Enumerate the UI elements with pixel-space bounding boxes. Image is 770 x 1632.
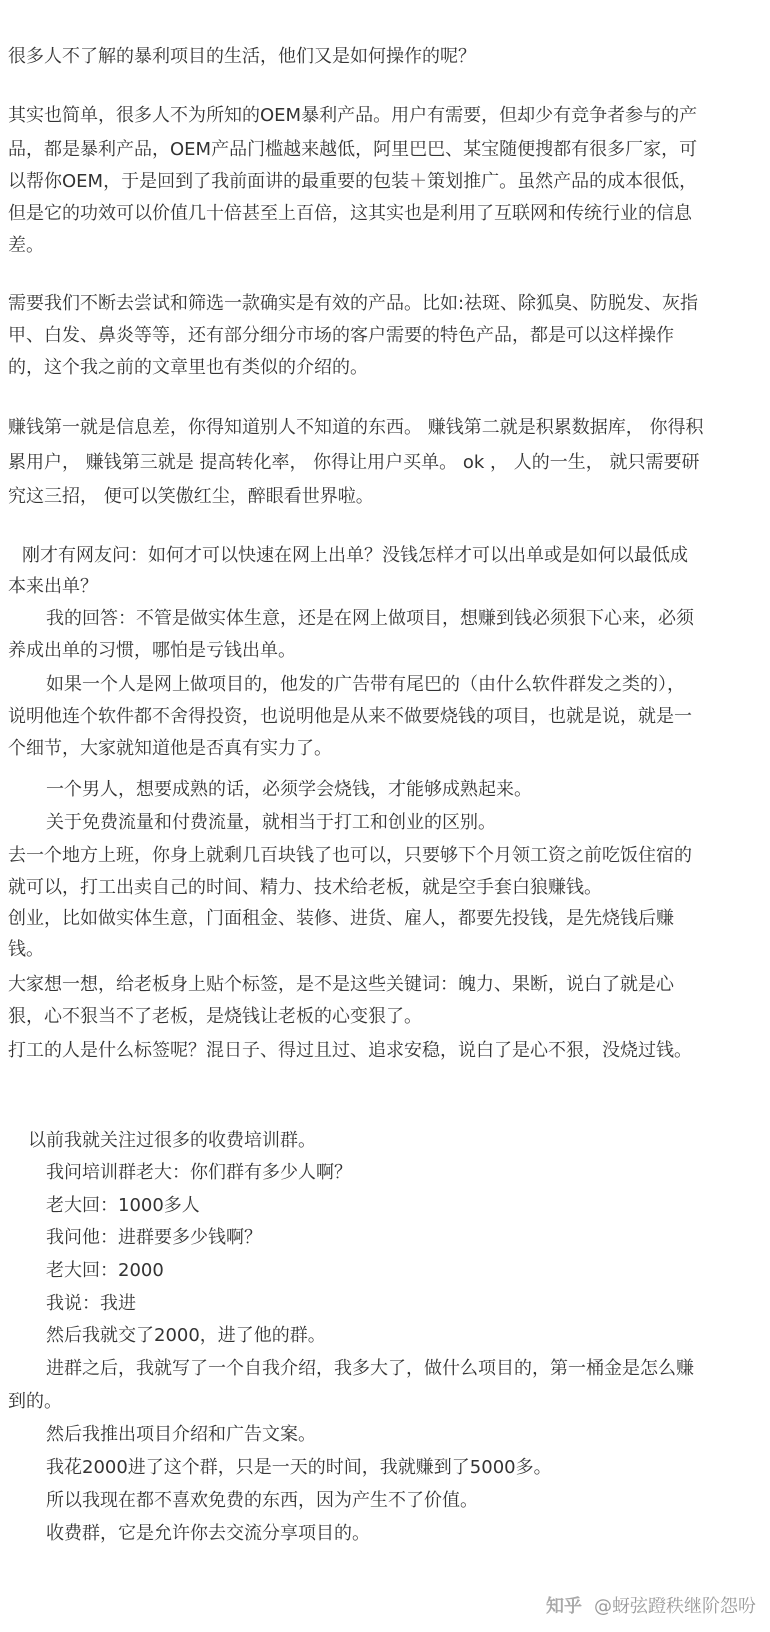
- text-line: 需要我们不断去尝试和筛选一款确实是有效的产品。比如:祛斑、除狐臭、防脱发、灰指: [8, 293, 699, 314]
- text-line: 大家想一想，给老板身上贴个标签，是不是这些关键词：魄力、果断，说白了就是心: [8, 974, 674, 995]
- text-line: 以前我就关注过很多的收费培训群。: [28, 1130, 316, 1151]
- text-line: 如果一个人是网上做项目的，他发的广告带有尾巴的（由什么软件群发之类的），: [46, 674, 685, 695]
- text-line: 我花2000进了这个群，只是一天的时间，我就赚到了5000多。: [46, 1457, 552, 1478]
- text-line: 品，都是暴利产品，OEM产品门槛越来越低，阿里巴巴、某宝随便搜都有很多厂家，可: [8, 139, 698, 160]
- text-line: 然后我就交了2000，进了他的群。: [46, 1325, 326, 1346]
- text-line: 我问培训群老大：你们群有多少人啊？: [46, 1162, 352, 1183]
- text-line: 但是它的功效可以价值几十倍甚至上百倍，这其实也是利用了互联网和传统行业的信息: [8, 203, 692, 224]
- zhihu-logo: 知乎: [546, 1596, 582, 1617]
- text-line: 创业，比如做实体生意，门面租金、装修、进货、雇人，都要先投钱，是先烧钱后赚: [8, 908, 674, 929]
- text-line: 老大回：2000: [46, 1260, 164, 1281]
- text-line: 所以我现在都不喜欢免费的东西，因为产生不了价值。: [46, 1490, 478, 1511]
- text-line: 养成出单的习惯，哪怕是亏钱出单。: [8, 640, 296, 661]
- text-line: 就可以，打工出卖自己的时间、精力、技术给老板，就是空手套白狼赚钱。: [8, 877, 602, 898]
- text-line: 我问他：进群要多少钱啊？: [46, 1227, 262, 1248]
- text-line: 本来出单？: [8, 576, 98, 597]
- text-line: 究这三招， 便可以笑傲红尘，醉眼看世界啦。: [8, 486, 374, 507]
- text-line: 我说：我进: [46, 1293, 136, 1314]
- text-line: 说明他连个软件都不舍得投资，也说明他是从来不做要烧钱的项目，也就是说，就是一: [8, 706, 692, 727]
- text-line: 刚才有网友问：如何才可以快速在网上出单？没钱怎样才可以出单或是如何以最低成: [22, 545, 688, 566]
- text-line: 进群之后，我就写了一个自我介绍，我多大了，做什么项目的，第一桶金是怎么赚: [46, 1358, 694, 1379]
- text-line: 我的回答：不管是做实体生意，还是在网上做项目，想赚到钱必须狠下心来，必须: [46, 608, 694, 629]
- text-line: 以帮你OEM，于是回到了我前面讲的最重要的包装＋策划推广。虽然产品的成本很低，: [8, 171, 698, 192]
- text-line: 甲、白发、鼻炎等等，还有部分细分市场的客户需要的特色产品，都是可以这样操作: [8, 325, 674, 346]
- text-line: 一个男人，想要成熟的话，必须学会烧钱，才能够成熟起来。: [46, 779, 532, 800]
- text-line: 去一个地方上班，你身上就剩几百块钱了也可以，只要够下个月领工资之前吃饭住宿的: [8, 845, 692, 866]
- text-line: 累用户， 赚钱第三就是 提高转化率， 你得让用户买单。 ok ， 人的一生， 就只需要研: [8, 452, 700, 473]
- text-line: 差。: [8, 235, 44, 256]
- text-line: 赚钱第一就是信息差，你得知道别人不知道的东西。 赚钱第二就是积累数据库， 你得积: [8, 417, 704, 438]
- text-line: 狠，心不狠当不了老板，是烧钱让老板的心变狠了。: [8, 1006, 422, 1027]
- text-line: 的，这个我之前的文章里也有类似的介绍的。: [8, 357, 368, 378]
- watermark-author: @蚜弦蹬秩继阶怨吩: [594, 1596, 756, 1617]
- text-line: 其实也简单，很多人不为所知的OEM暴利产品。用户有需要，但却少有竞争者参与的产: [8, 105, 698, 126]
- text-line: 打工的人是什么标签呢？混日子、得过且过、追求安稳，说白了是心不狠，没烧过钱。: [8, 1040, 692, 1061]
- text-line: 老大回：1000多人: [46, 1195, 200, 1216]
- zhihu-watermark: [546, 1594, 756, 1620]
- text-line: 个细节，大家就知道他是否真有实力了。: [8, 738, 332, 759]
- text-line: 钱。: [8, 939, 44, 960]
- text-line: 关于免费流量和付费流量，就相当于打工和创业的区别。: [46, 812, 496, 833]
- text-line: 收费群，它是允许你去交流分享项目的。: [46, 1523, 370, 1544]
- text-line: 到的。: [8, 1391, 62, 1412]
- text-line: 很多人不了解的暴利项目的生活，他们又是如何操作的呢？: [8, 46, 476, 67]
- text-line: 然后我推出项目介绍和广告文案。: [46, 1424, 316, 1445]
